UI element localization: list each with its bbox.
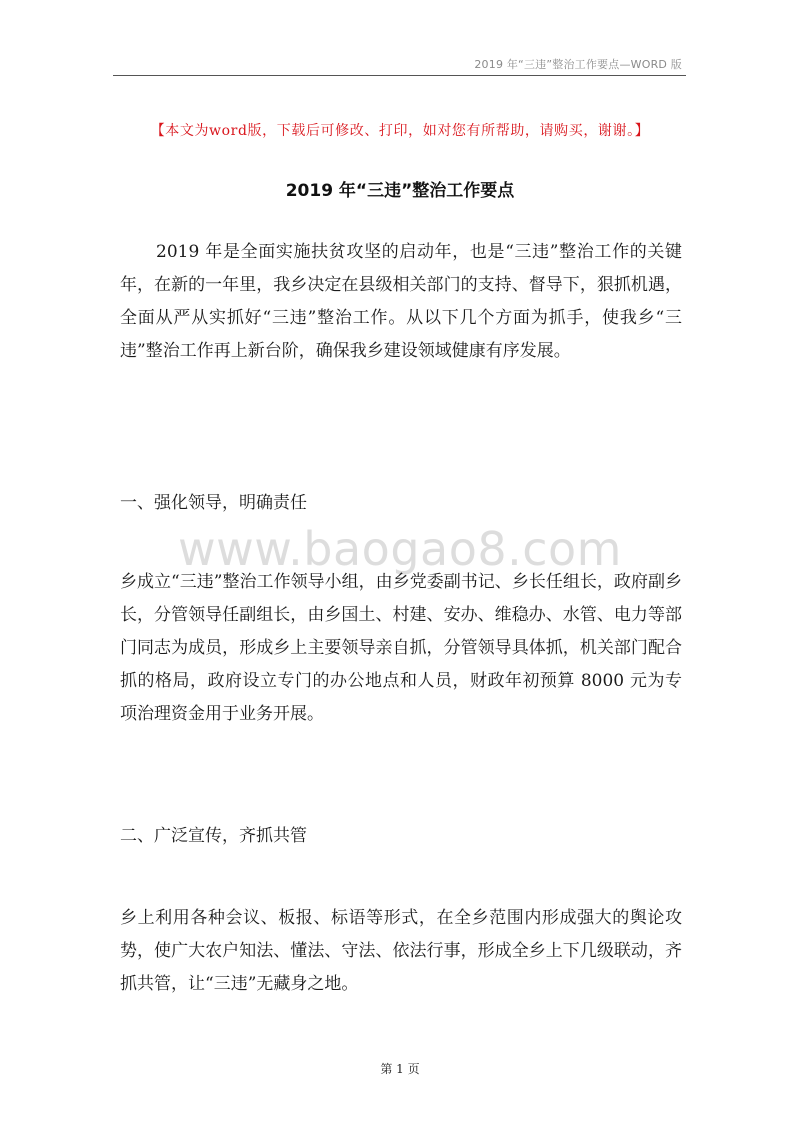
site-watermark: www.baogao8.com bbox=[178, 522, 622, 576]
section-paragraph-1: 乡成立“三违”整治工作领导小组，由乡党委副书记、乡长任组长，政府副乡长，分管领导任副组长，由乡国土、村建、安办、维稳办、水管、电力等部门同志为成员，形成乡上主要领导亲自抓，分管领导具体抓，机关部门配合抓的格局，政府设立专门的办公地点和人员，财政年初预算 8000 元为专项治理资金用于业务开展。 bbox=[120, 572, 682, 724]
section-paragraph-2: 乡上利用各种会议、板报、标语等形式，在全乡范围内形成强大的舆论攻势，使广大农户知法、懂法、守法、依法行事，形成全乡上下几级联动，齐抓共管，让“三违”无藏身之地。 bbox=[120, 908, 682, 994]
page-header-title: 2019 年“三违”整治工作要点—WORD 版 bbox=[474, 58, 682, 71]
intro-paragraph: 2019 年是全面实施扶贫攻坚的启动年，也是“三违”整治工作的关键年，在新的一年里，我乡决定在县级相关部门的支持、督导下，狠抓机遇，全面从严从实抓好“三违”整治工作。从以下几个方面为抓手，使我乡“三违”整治工作再上新台阶，确保我乡建设领域健康有序发展。 bbox=[120, 242, 682, 361]
purchase-notice: 【本文为word版，下载后可修改、打印，如对您有所帮助，请购买，谢谢。】 bbox=[150, 123, 650, 139]
section-heading-1: 一、强化领导，明确责任 bbox=[120, 493, 307, 513]
header-divider bbox=[113, 75, 686, 76]
section-heading-2: 二、广泛宣传，齐抓共管 bbox=[120, 826, 307, 846]
document-title: 2019 年“三违”整治工作要点 bbox=[285, 181, 515, 201]
page-number: 第 1 页 bbox=[380, 1062, 420, 1076]
